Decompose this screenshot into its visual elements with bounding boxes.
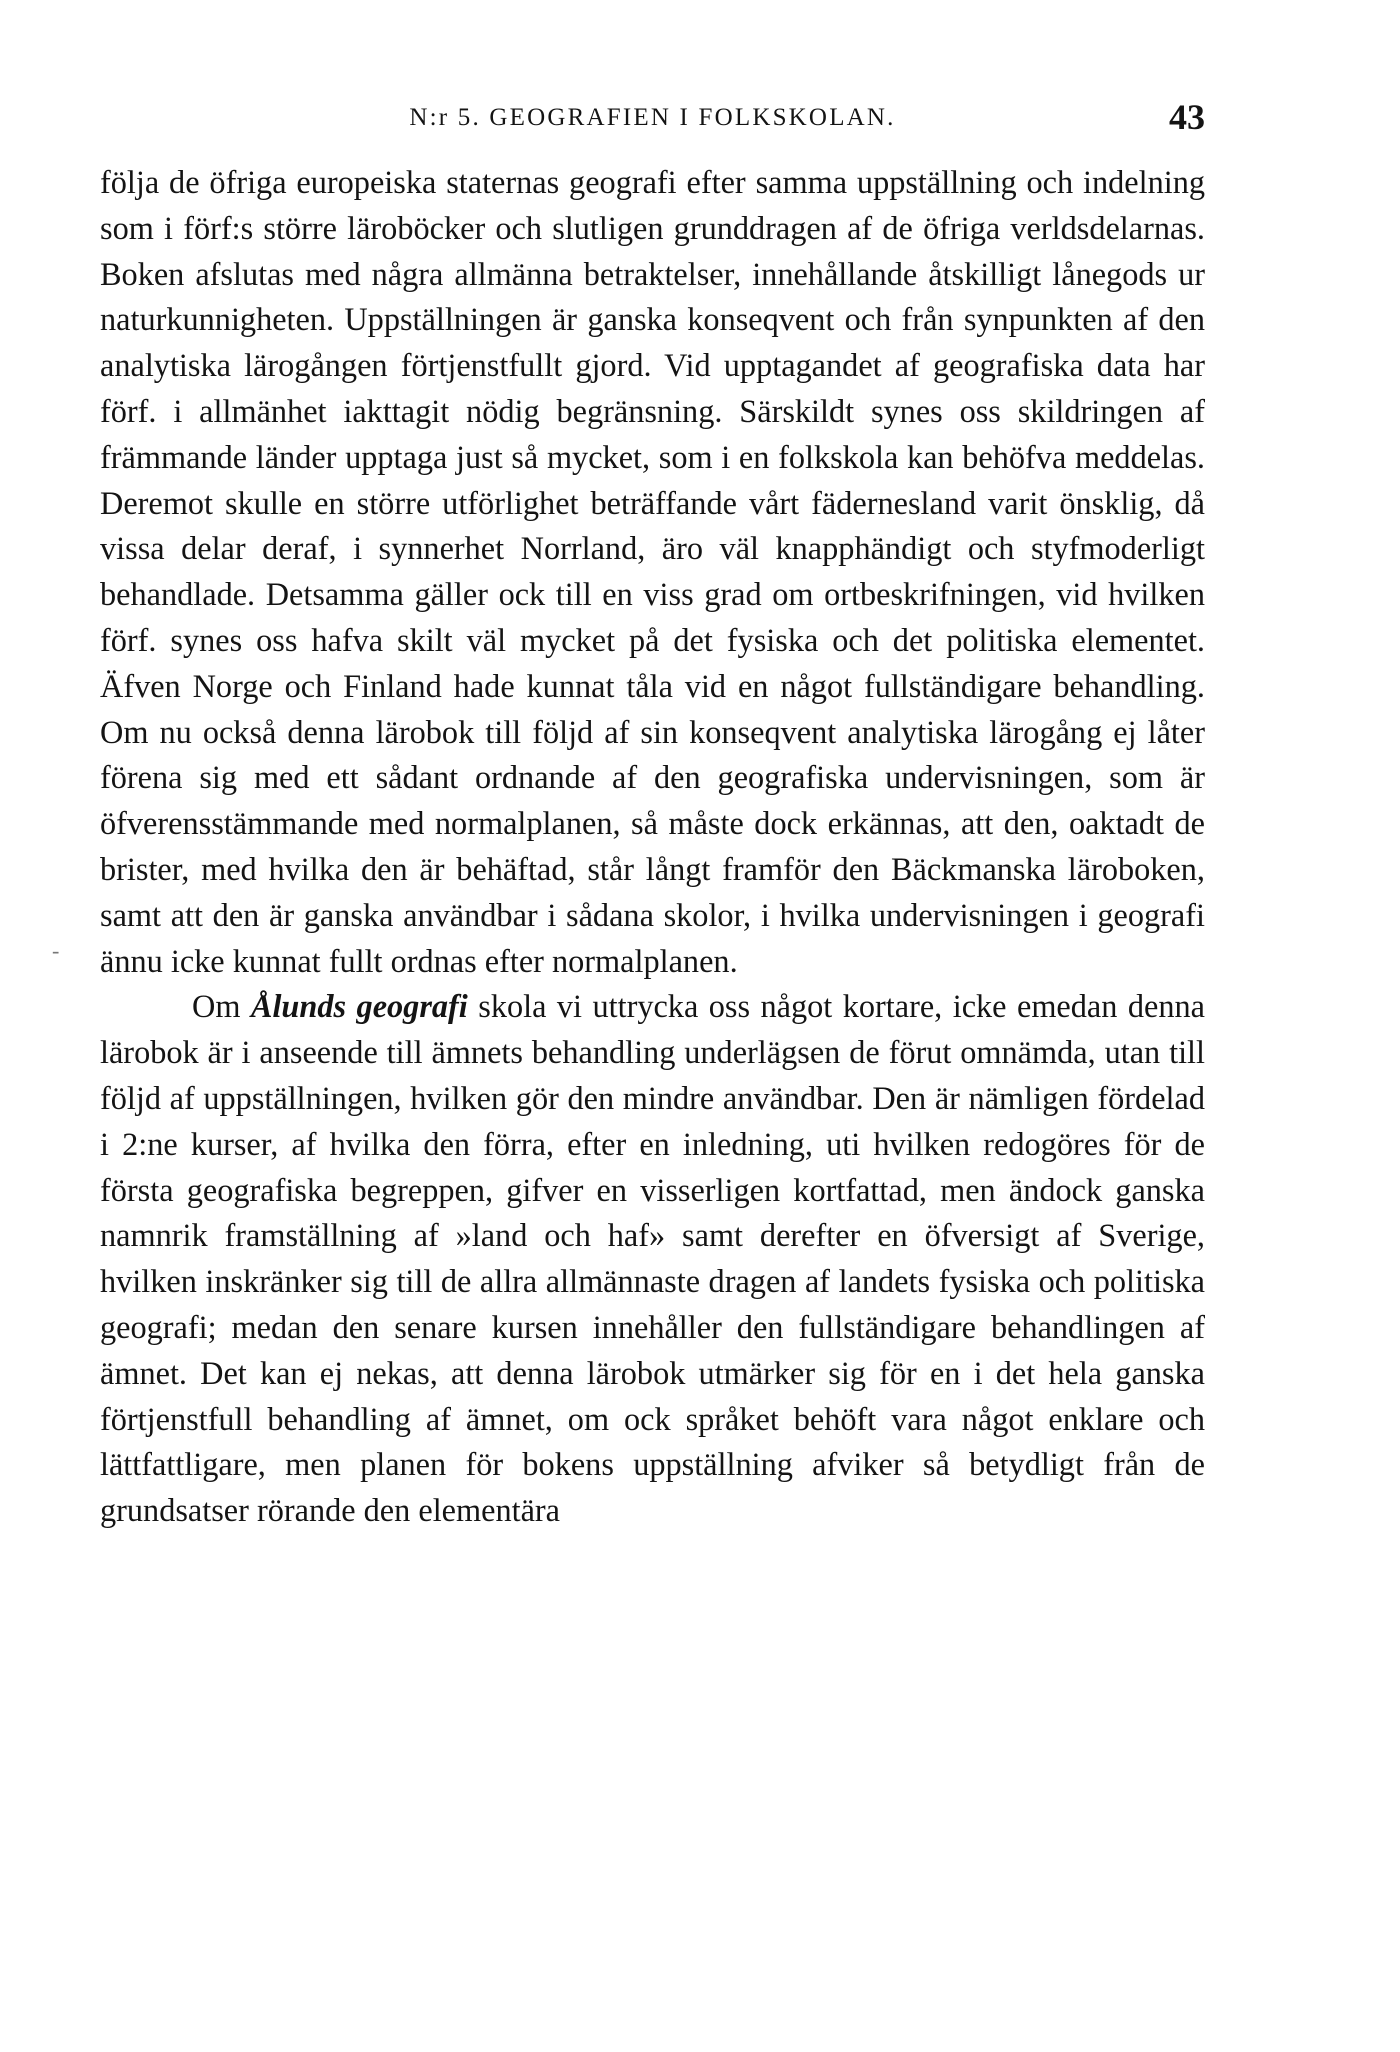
running-title: N:r 5. GEOGRAFIEN I FOLKSKOLAN. <box>409 104 896 131</box>
paragraph-2-lead: Om <box>192 988 241 1025</box>
book-title-alunds-geografi: Ålunds geografi <box>250 988 468 1025</box>
margin-mark: - <box>52 938 60 963</box>
book-page <box>52 96 1205 2016</box>
paragraph-1: följa de öfriga europeiska staternas geografi efter samma uppställning och indelning som i förf:s större läroböcker och slutligen grunddragen af de öfriga verldsdelarnas. Boken afslutas med några allmänna betraktelser, innehållande åtskilligt lånegods ur naturkunnigheten. Uppställningen är ganska konseqvent och från synpunkten af den analytiska lärogången förtjenstfullt gjord. Vid upptagandet af geografiska data har förf. i allmänhet iakttagit nödig begränsning. Särskildt synes oss skildringen af främmande länder upptaga just så mycket, som i en folkskola kan behöfva meddelas. Deremot skulle en större utförlighet beträffande vårt fädernesland varit önsklig, då vissa delar deraf, i synnerhet Norrland, äro väl knapphändigt och styfmoderligt behandlade. Detsamma gäller ock till en viss grad om ortbeskrifningen, vid hvilken förf. synes oss hafva skilt väl mycket på det fysiska och det politiska elementet. Äfven Norge och Finland hade kunnat tåla vid en något fullständigare behandling. Om nu också denna lärobok till följd af sin konseqvent analytiska lärogång ej låter förena sig med ett sådant ordnande af den geografiska undervisningen, som är öfverensstämmande med normalplanen, så måste dock erkännas, att den, oaktadt de brister, med hvilka den är behäftad, står långt framför den Bäckmanska läroboken, samt att den är ganska användbar i sådana skolor, i hvilka undervisningen i geografi ännu icke kunnat fullt ordnas efter normalplanen. <box>100 164 1205 979</box>
page-header <box>100 96 1205 142</box>
paragraph-2 <box>100 984 1205 1534</box>
body-text <box>100 160 1205 1534</box>
page-number: 43 <box>1169 97 1205 137</box>
paragraph-2-rest: skola vi uttrycka oss något kortare, icke emedan denna lärobok är i anseende till ämnets behandling underlägsen de förut omnämda, utan till följd af uppställningen, hvilken gör den mindre användbar. Den är nämligen fördelad i 2:ne kurser, af hvilka den förra, efter en inledning, uti hvilken redogöres för de första geografiska begreppen, gifver en visserligen kortfattad, men ändock ganska namnrik framställning af »land och haf» samt derefter en öfversigt af Sverige, hvilken inskränker sig till de allra allmännaste dragen af landets fysiska och politiska geografi; medan den senare kursen innehåller den fullständigare behandlingen af ämnet. Det kan ej nekas, att denna lärobok utmärker sig för en i det hela ganska förtjenstfull behandling af ämnet, om ock språket behöft vara något enklare och lättfattligare, men planen för bokens uppställning afviker så betydligt från de grundsatser rörande den elementära <box>100 988 1205 1529</box>
